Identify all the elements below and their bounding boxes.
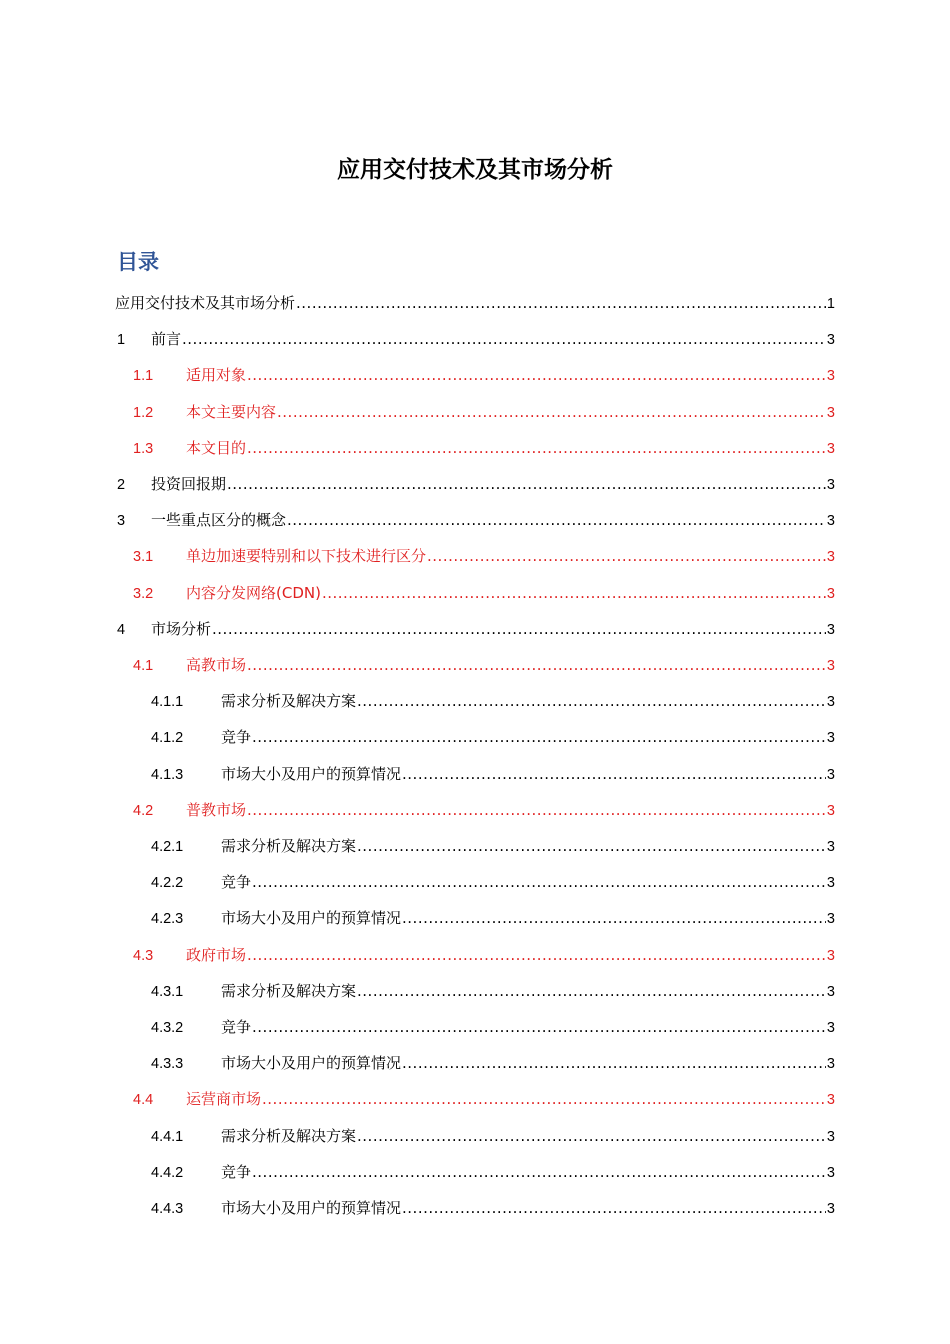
toc-entry-title: 竞争 bbox=[221, 728, 252, 747]
toc-entry-title: 市场大小及用户的预算情况 bbox=[221, 909, 402, 928]
toc-dot-leader bbox=[252, 724, 826, 750]
toc-entry[interactable] bbox=[151, 724, 835, 750]
toc-entry-page-number: 3 bbox=[826, 983, 835, 1000]
toc-dot-leader bbox=[212, 616, 826, 642]
toc-entry-number: 3.2 bbox=[133, 585, 154, 602]
toc-dot-leader bbox=[227, 471, 826, 497]
toc-entry-number: 4.2 bbox=[133, 802, 154, 819]
toc-entry-page-number: 3 bbox=[826, 694, 835, 711]
toc-entry[interactable] bbox=[117, 507, 835, 533]
toc-entry[interactable] bbox=[115, 290, 835, 316]
toc-entry-page-number: 3 bbox=[826, 549, 835, 566]
toc-entry-title: 竞争 bbox=[221, 873, 252, 892]
toc-dot-leader bbox=[402, 905, 826, 931]
toc-entry-page-number: 3 bbox=[826, 1164, 835, 1181]
toc-entry-page-number: 3 bbox=[826, 802, 835, 819]
toc-entry[interactable] bbox=[151, 761, 835, 787]
toc-entry[interactable] bbox=[117, 616, 835, 642]
toc-entry[interactable] bbox=[151, 1159, 835, 1185]
toc-entry-number: 4.3.3 bbox=[151, 1056, 184, 1073]
toc-entry-number: 4.1.1 bbox=[151, 694, 184, 711]
toc-entry-page-number: 1 bbox=[826, 296, 835, 312]
toc-entry-title: 高教市场 bbox=[186, 656, 247, 674]
toc-entry-title: 内容分发网络(CDN) bbox=[186, 583, 321, 602]
toc-entry[interactable] bbox=[151, 905, 835, 931]
toc-entry[interactable] bbox=[151, 688, 835, 714]
toc-dot-leader bbox=[247, 797, 826, 823]
toc-dot-leader bbox=[247, 362, 826, 388]
toc-entry-number: 4.3.1 bbox=[151, 983, 184, 1000]
toc-entry-number: 1.3 bbox=[133, 440, 154, 457]
toc-dot-leader bbox=[247, 942, 826, 968]
toc-entry[interactable] bbox=[133, 580, 835, 606]
toc-entry-page-number: 3 bbox=[826, 477, 835, 493]
toc-entry-page-number: 3 bbox=[826, 513, 835, 530]
toc-dot-leader bbox=[182, 326, 826, 352]
toc-entry-title: 前言 bbox=[151, 330, 182, 349]
toc-entry-number: 4.4.1 bbox=[151, 1128, 184, 1145]
toc-entry-title: 一些重点区分的概念 bbox=[151, 511, 287, 530]
toc-entry-title: 单边加速要特别和以下技术进行区分 bbox=[186, 547, 427, 566]
toc-entry-page-number: 3 bbox=[826, 730, 835, 747]
toc-entry-page-number: 3 bbox=[826, 947, 835, 964]
toc-entry[interactable] bbox=[151, 1195, 835, 1221]
toc-entry-number: 3.1 bbox=[133, 549, 154, 566]
toc-entry-number: 4.4.3 bbox=[151, 1201, 184, 1217]
toc-entry[interactable] bbox=[133, 797, 835, 823]
toc-entry-page-number: 3 bbox=[826, 766, 835, 783]
toc-entry-page-number: 3 bbox=[826, 1201, 835, 1217]
toc-dot-leader bbox=[252, 1014, 826, 1040]
toc-dot-leader bbox=[247, 652, 826, 678]
toc-entry-title: 投资回报期 bbox=[151, 475, 227, 493]
toc-entry-title: 市场大小及用户的预算情况 bbox=[221, 764, 402, 783]
toc-dot-leader bbox=[252, 1159, 826, 1185]
toc-entry-number: 3 bbox=[117, 513, 126, 530]
toc-entry-number: 4.1.2 bbox=[151, 730, 184, 747]
toc-dot-leader bbox=[357, 688, 826, 714]
toc-dot-leader bbox=[252, 869, 826, 895]
toc-entry-number: 2 bbox=[117, 477, 126, 493]
toc-dot-leader bbox=[277, 399, 826, 425]
toc-entry-number: 4.2.2 bbox=[151, 875, 184, 892]
toc-entry-title: 运营商市场 bbox=[186, 1090, 262, 1109]
toc-entry[interactable] bbox=[133, 435, 835, 461]
toc-entry[interactable] bbox=[133, 942, 835, 968]
toc-entry-number: 4.4 bbox=[133, 1092, 154, 1109]
toc-dot-leader bbox=[357, 978, 826, 1004]
toc-dot-leader bbox=[402, 1050, 826, 1076]
document-title: 应用交付技术及其市场分析 bbox=[337, 157, 613, 183]
toc-entry-title: 需求分析及解决方案 bbox=[221, 692, 357, 711]
toc-entry-number: 1 bbox=[117, 332, 126, 349]
toc-entry-page-number: 3 bbox=[826, 839, 835, 855]
toc-entry-title: 普教市场 bbox=[186, 800, 247, 819]
toc-entry[interactable] bbox=[133, 1086, 835, 1112]
toc-entry[interactable] bbox=[117, 326, 835, 352]
toc-dot-leader bbox=[296, 290, 826, 316]
toc-dot-leader bbox=[262, 1086, 826, 1112]
toc-entry-title: 需求分析及解决方案 bbox=[221, 837, 357, 855]
toc-entry-number: 1.1 bbox=[133, 368, 154, 385]
toc-entry-page-number: 3 bbox=[826, 1092, 835, 1109]
toc-entry-number: 4 bbox=[117, 621, 126, 638]
toc-heading: 目录 bbox=[117, 250, 159, 274]
toc-entry[interactable] bbox=[151, 1050, 835, 1076]
toc-entry-title: 本文目的 bbox=[186, 438, 247, 457]
toc-entry-page-number: 3 bbox=[826, 1056, 835, 1073]
toc-dot-leader bbox=[322, 580, 826, 606]
toc-entry[interactable] bbox=[133, 399, 835, 425]
toc-entry-page-number: 3 bbox=[826, 658, 835, 674]
toc-entry[interactable] bbox=[151, 833, 835, 859]
toc-entry-page-number: 3 bbox=[826, 621, 835, 638]
toc-entry-title: 政府市场 bbox=[186, 945, 247, 964]
toc-dot-leader bbox=[247, 435, 826, 461]
toc-entry-page-number: 3 bbox=[826, 440, 835, 457]
toc-entry[interactable] bbox=[151, 869, 835, 895]
toc-entry-number: 4.2.3 bbox=[151, 911, 184, 928]
toc-entry[interactable] bbox=[151, 978, 835, 1004]
toc-entry-page-number: 3 bbox=[826, 585, 835, 602]
toc-entry[interactable] bbox=[151, 1014, 835, 1040]
toc-entry[interactable] bbox=[151, 1123, 835, 1149]
toc-dot-leader bbox=[357, 833, 826, 859]
toc-entry-number: 4.1.3 bbox=[151, 766, 184, 783]
toc-dot-leader bbox=[402, 1195, 826, 1221]
toc-entry-title: 需求分析及解决方案 bbox=[221, 981, 357, 1000]
toc-entry-page-number: 3 bbox=[826, 1020, 835, 1036]
toc-entry-page-number: 3 bbox=[826, 1128, 835, 1145]
toc-entry-page-number: 3 bbox=[826, 875, 835, 892]
toc-entry-page-number: 3 bbox=[826, 404, 835, 421]
toc-entry-number: 4.3.2 bbox=[151, 1020, 184, 1036]
toc-entry-title: 适用对象 bbox=[186, 366, 247, 385]
toc-entry-number: 4.4.2 bbox=[151, 1164, 184, 1181]
toc-dot-leader bbox=[427, 543, 826, 569]
toc-dot-leader bbox=[402, 761, 826, 787]
toc-entry-number: 4.2.1 bbox=[151, 839, 184, 855]
toc-dot-leader bbox=[357, 1123, 826, 1149]
toc-entry-number: 4.1 bbox=[133, 658, 154, 674]
toc-entry-number: 1.2 bbox=[133, 404, 154, 421]
toc-entry-title: 竞争 bbox=[221, 1018, 252, 1036]
toc-entry-title: 竞争 bbox=[221, 1162, 252, 1181]
toc-entry-title: 需求分析及解决方案 bbox=[221, 1126, 357, 1145]
toc-dot-leader bbox=[287, 507, 826, 533]
toc-entry[interactable] bbox=[117, 471, 835, 497]
toc-entry-title: 市场大小及用户的预算情况 bbox=[221, 1199, 402, 1217]
toc-entry-title: 市场大小及用户的预算情况 bbox=[221, 1054, 402, 1073]
toc-entry[interactable] bbox=[133, 362, 835, 388]
toc-entry-page-number: 3 bbox=[826, 332, 835, 349]
toc-entry[interactable] bbox=[133, 652, 835, 678]
toc-entry-title: 应用交付技术及其市场分析 bbox=[115, 294, 296, 312]
toc-entry[interactable] bbox=[133, 543, 835, 569]
toc-entry-number: 4.3 bbox=[133, 947, 154, 964]
toc-entry-page-number: 3 bbox=[826, 911, 835, 928]
toc-entry-title: 市场分析 bbox=[151, 619, 212, 638]
toc-entry-title: 本文主要内容 bbox=[186, 402, 277, 421]
toc-entry-page-number: 3 bbox=[826, 368, 835, 385]
